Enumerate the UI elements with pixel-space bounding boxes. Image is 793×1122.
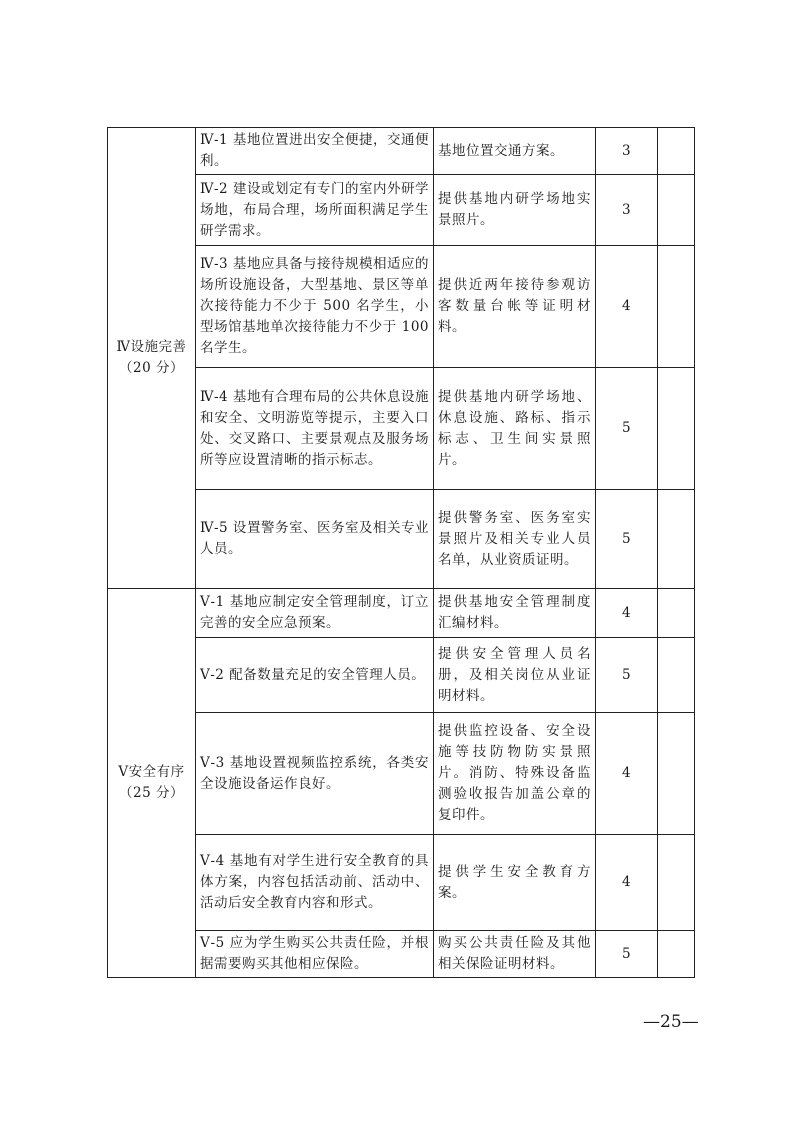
page-number: —25— bbox=[643, 1012, 699, 1032]
category-label: Ⅴ安全有序 bbox=[118, 764, 185, 780]
materials-cell: 提供监控设备、安全设施等技防物防实景照片。消防、特殊设备监测验收报告加盖公章的复印件。 bbox=[434, 713, 596, 835]
table-row bbox=[108, 713, 695, 835]
score-cell: 5 bbox=[596, 931, 658, 978]
category-score: （20 分） bbox=[119, 360, 184, 376]
score-cell: 4 bbox=[596, 713, 658, 835]
table-row bbox=[108, 368, 695, 490]
table-row bbox=[108, 835, 695, 931]
materials-cell: 基地位置交通方案。 bbox=[434, 128, 596, 175]
materials-cell: 提供基地内研学场地实景照片。 bbox=[434, 175, 596, 246]
score-cell: 3 bbox=[596, 175, 658, 246]
blank-cell bbox=[658, 835, 695, 931]
materials-cell: 提供基地内研学场地、休息设施、路标、指示标志、卫生间实景照片。 bbox=[434, 368, 596, 490]
category-cell bbox=[108, 128, 196, 589]
score-cell: 3 bbox=[596, 128, 658, 175]
category-label: Ⅳ设施完善 bbox=[116, 339, 187, 355]
score-cell: 4 bbox=[596, 835, 658, 931]
standards-table bbox=[107, 127, 695, 978]
blank-cell bbox=[658, 490, 695, 589]
requirement-cell: Ⅳ-2 建设或划定有专门的室内外研学场地，布局合理，场所面积满足学生研学需求。 bbox=[196, 175, 434, 246]
blank-cell bbox=[658, 931, 695, 978]
requirement-cell: Ⅳ-3 基地应具备与接待规模相适应的场所设施设备，大型基地、景区等单次接待能力不少于 500 名学生，小型场馆基地单次接待能力不少于 100 名学生。 bbox=[196, 246, 434, 368]
requirement-cell: Ⅴ-1 基地应制定安全管理制度，订立完善的安全应急预案。 bbox=[196, 589, 434, 638]
blank-cell bbox=[658, 128, 695, 175]
table-row bbox=[108, 175, 695, 246]
requirement-cell: Ⅴ-4 基地有对学生进行安全教育的具体方案，内容包括活动前、活动中、活动后安全教育内容和形式。 bbox=[196, 835, 434, 931]
materials-cell: 提供安全管理人员名册，及相关岗位从业证明材料。 bbox=[434, 638, 596, 713]
requirement-cell: Ⅴ-3 基地设置视频监控系统，各类安全设施设备运作良好。 bbox=[196, 713, 434, 835]
requirement-cell: Ⅴ-2 配备数量充足的安全管理人员。 bbox=[196, 638, 434, 713]
table-row bbox=[108, 589, 695, 638]
blank-cell bbox=[658, 589, 695, 638]
table-row bbox=[108, 246, 695, 368]
blank-cell bbox=[658, 713, 695, 835]
blank-cell bbox=[658, 246, 695, 368]
blank-cell bbox=[658, 368, 695, 490]
score-cell: 5 bbox=[596, 368, 658, 490]
score-cell: 4 bbox=[596, 589, 658, 638]
materials-cell: 提供学生安全教育方案。 bbox=[434, 835, 596, 931]
requirement-cell: Ⅳ-1 基地位置进出安全便捷，交通便利。 bbox=[196, 128, 434, 175]
table-row bbox=[108, 490, 695, 589]
category-cell bbox=[108, 589, 196, 978]
score-cell: 4 bbox=[596, 246, 658, 368]
materials-cell: 提供警务室、医务室实景照片及相关专业人员名单，从业资质证明。 bbox=[434, 490, 596, 589]
blank-cell bbox=[658, 638, 695, 713]
requirement-cell: Ⅳ-4 基地有合理布局的公共休息设施和安全、文明游览等提示，主要入口处、交叉路口、主要景观点及服务场所等应设置清晰的指示标志。 bbox=[196, 368, 434, 490]
score-cell: 5 bbox=[596, 490, 658, 589]
materials-cell: 提供近两年接待参观访客数量台帐等证明材料。 bbox=[434, 246, 596, 368]
blank-cell bbox=[658, 175, 695, 246]
materials-cell: 购买公共责任险及其他相关保险证明材料。 bbox=[434, 931, 596, 978]
category-score: （25 分） bbox=[119, 785, 184, 801]
table-row bbox=[108, 931, 695, 978]
requirement-cell: Ⅴ-5 应为学生购买公共责任险，并根据需要购买其他相应保险。 bbox=[196, 931, 434, 978]
table-row bbox=[108, 128, 695, 175]
score-cell: 5 bbox=[596, 638, 658, 713]
table-row bbox=[108, 638, 695, 713]
materials-cell: 提供基地安全管理制度汇编材料。 bbox=[434, 589, 596, 638]
requirement-cell: Ⅳ-5 设置警务室、医务室及相关专业人员。 bbox=[196, 490, 434, 589]
